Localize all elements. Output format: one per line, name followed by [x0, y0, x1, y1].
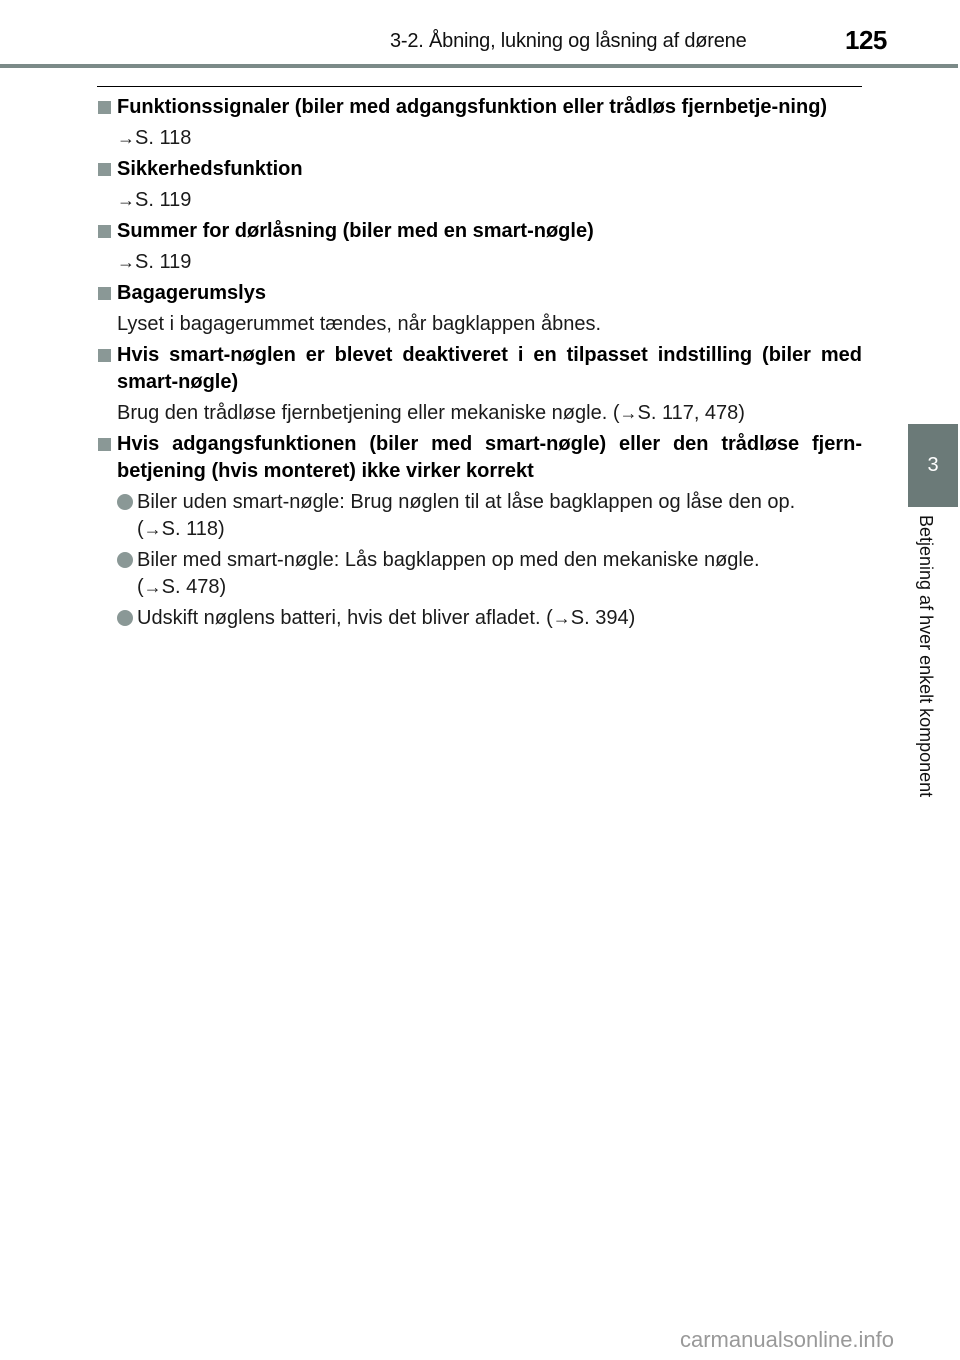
page-reference[interactable]: →S. 118	[117, 127, 192, 149]
list-item: Udskift nøglens batteri, hvis det bliver afladet. (→S. 394)	[97, 605, 862, 632]
square-bullet-icon	[98, 163, 111, 176]
page-reference[interactable]: S. 117, 478)	[637, 402, 745, 424]
circle-bullet-icon	[117, 610, 133, 626]
square-bullet-icon	[98, 101, 111, 114]
page-content	[97, 94, 862, 636]
section-summer	[97, 218, 862, 276]
page-reference[interactable]: →S. 119	[117, 189, 192, 211]
section-not-working	[97, 431, 862, 632]
content-top-rule	[97, 86, 862, 87]
section-heading: Summer for dørlåsning (biler med en smart-nøgle)	[97, 218, 862, 245]
list-item: Biler uden smart-nøgle: Brug nøglen til at låse bagklappen og låse den op. (→S. 118)	[97, 489, 862, 543]
section-heading: Hvis smart-nøglen er blevet deaktiveret i en tilpasset indstilling (biler med smart-nøgle)	[97, 342, 862, 396]
circle-bullet-icon	[117, 494, 133, 510]
section-bagagerumslys	[97, 280, 862, 338]
section-heading: Bagagerumslys	[97, 280, 862, 307]
section-heading: Sikkerhedsfunktion	[97, 156, 862, 183]
page-reference[interactable]: →S. 119	[117, 251, 192, 273]
section-body: Brug den trådløse fjernbetjening eller mekaniske nøgle. (→S. 117, 478)	[117, 402, 745, 424]
section-heading: Hvis adgangsfunktionen (biler med smart-nøgle) eller den trådløse fjern-betjening (hvis monteret) ikke virker korrekt	[97, 431, 862, 485]
arrow-right-icon: →	[117, 128, 135, 148]
chapter-label: Betjening af hver enkelt komponent	[916, 515, 936, 798]
watermark: carmanualsonline.info	[680, 1327, 895, 1352]
running-header-title: 3-2. Åbning, lukning og låsning af dørene	[390, 30, 747, 52]
arrow-right-icon: →	[117, 190, 135, 210]
square-bullet-icon	[98, 287, 111, 300]
section-funktionssignaler	[97, 94, 862, 152]
list-item: Biler med smart-nøgle: Lås bagklappen op med den mekaniske nøgle. (→S. 478)	[97, 547, 862, 601]
page-number: 125	[845, 25, 887, 55]
page-reference[interactable]: S. 394)	[570, 607, 636, 629]
chapter-number: 3	[927, 454, 939, 476]
section-smart-key-deactivated	[97, 342, 862, 427]
section-body: Lyset i bagagerummet tændes, når bagklappen åbnes.	[117, 313, 602, 335]
arrow-right-icon: →	[619, 403, 638, 423]
section-heading: Funktionssignaler (biler med adgangsfunktion eller trådløs fjernbetje-ning)	[97, 94, 862, 121]
arrow-right-icon: →	[143, 519, 162, 539]
page-reference[interactable]: (→S. 118)	[137, 518, 225, 540]
page-reference[interactable]: (→S. 478)	[137, 576, 227, 598]
arrow-right-icon: →	[143, 577, 162, 597]
chapter-tab[interactable]	[908, 424, 958, 507]
square-bullet-icon	[98, 438, 111, 451]
header-rule	[0, 64, 958, 68]
square-bullet-icon	[98, 349, 111, 362]
circle-bullet-icon	[117, 552, 133, 568]
section-sikkerhedsfunktion	[97, 156, 862, 214]
arrow-right-icon: →	[117, 252, 135, 272]
arrow-right-icon: →	[552, 608, 571, 628]
square-bullet-icon	[98, 225, 111, 238]
